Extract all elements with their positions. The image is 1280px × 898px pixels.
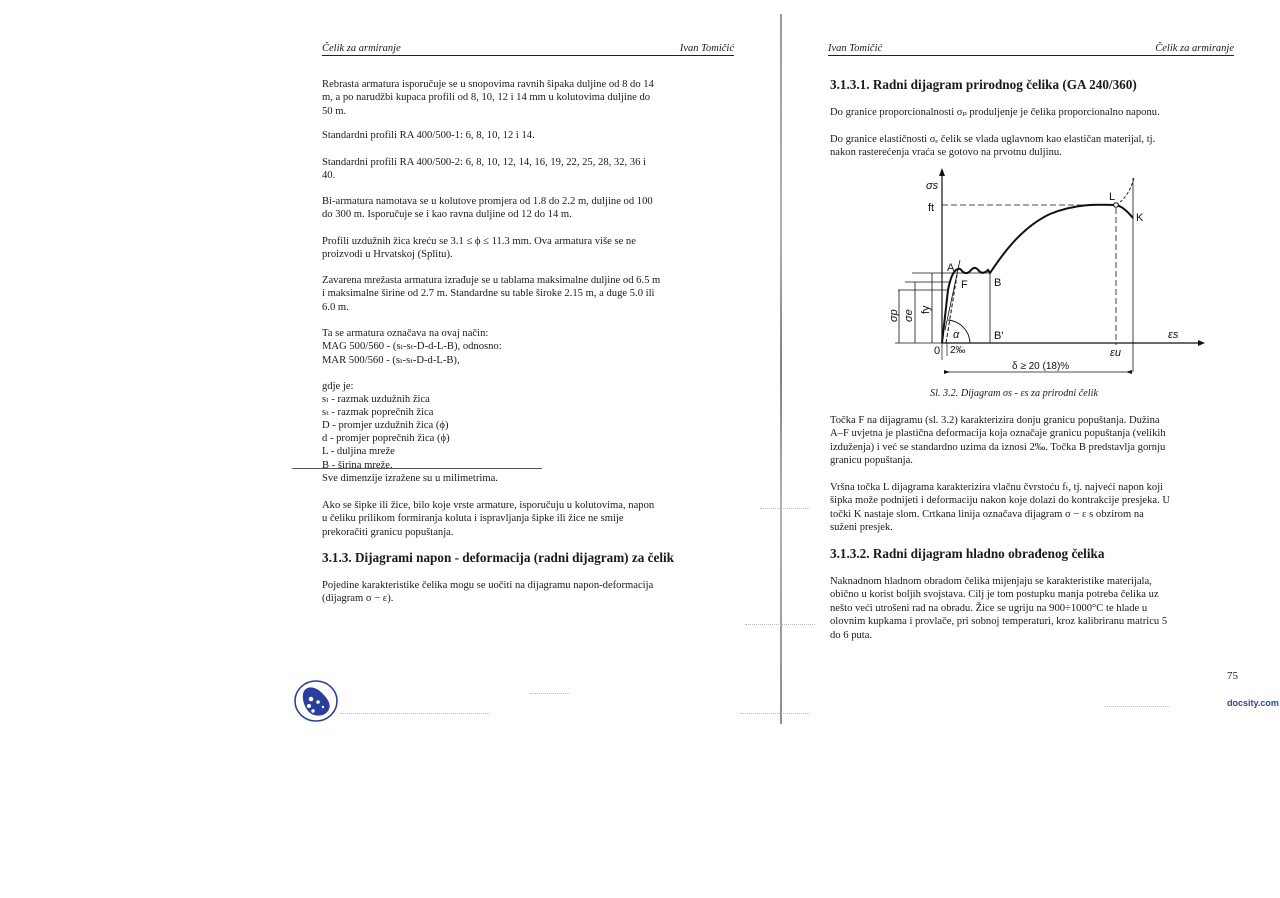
scan-noise <box>760 508 810 510</box>
header-book-title: Čelik za armiranje <box>322 43 401 54</box>
text-line: točki K nastaje slom. Crtkana linija označava dijagram σ − ε s obzirom na <box>830 508 1144 520</box>
label-ft: ft <box>928 202 935 214</box>
label-L: L <box>1109 191 1116 203</box>
label-sigma-p: σp <box>888 309 900 322</box>
text-line: do 6 puta. <box>830 629 873 641</box>
legend-intro: gdje je: <box>322 381 354 392</box>
text-line: do 300 m. Isporučuje se i kao ravna duljine od 12 do 14 m. <box>322 209 572 221</box>
label-eps-u: εu <box>1110 347 1121 359</box>
label-elongation: δ ≥ 20 (18)% <box>1012 361 1070 372</box>
text-line: Točka F na dijagramu (sl. 3.2) karakterizira donju granicu popuštanja. Dužina <box>830 415 1160 426</box>
scan-rule <box>292 468 542 469</box>
header-author: Ivan Tomičić <box>679 43 734 54</box>
text-line: Standardni profili RA 400/500-2: 6, 8, 10, 12, 14, 16, 19, 22, 25, 28, 32, 36 i <box>322 157 646 168</box>
scan-noise <box>745 624 815 626</box>
legend-note: Sve dimenzije izražene su u milimetrima. <box>322 472 498 484</box>
text-line: Do granice elastičnosti σₑ čelik se vlada uglavnom kao elastičan materijal, tj. <box>830 134 1156 145</box>
paragraph-ribbed-rebar <box>322 78 730 118</box>
section-heading-3-1-3-1: 3.1.3.1. Radni dijagram prirodnog čelika (GA 240/360) <box>830 77 1137 92</box>
legend-item: D - promjer uzdužnih žica (ϕ) <box>322 420 449 432</box>
text-line: u čeliku prilikom formiranja koluta i ispravljanja šipke ili žice ne smije <box>322 513 624 525</box>
header-author: Ivan Tomičić <box>828 43 883 54</box>
text-line: i maksimalne širine od 2.7 m. Standardne su table široke 2.15 m, a duge 5.0 ili <box>322 288 655 300</box>
text-line: MAR 500/560 - (sₗ-sₜ-D-d-L-B), <box>322 354 460 366</box>
paragraph-standard-profiles-2 <box>322 156 730 183</box>
legend-item: L - duljina mreže <box>322 446 395 458</box>
label-F: F <box>961 279 968 291</box>
text-line: Standardni profili RA 400/500-1: 6, 8, 10, 12 i 14. <box>322 130 535 141</box>
text-line: granicu popuštanja. <box>830 455 913 467</box>
paragraph-point-F <box>830 414 1234 468</box>
text-line: 40. <box>322 170 336 182</box>
symbol-legend <box>322 380 498 485</box>
label-sigma-e: σe <box>903 309 915 322</box>
paragraph-wire-profiles <box>322 235 730 262</box>
text-line: nakon rasterećenja vraća se gotovo na prvotnu duljinu. <box>830 147 1062 159</box>
text-line: olovnim kupkama i provlače, pri sobnoj temperaturi, kroz kalibriranu matricu 5 <box>830 616 1168 628</box>
text-line: Do granice proporcionalnosti σₚ produljenje je čelika proporcionalno naponu. <box>830 107 1160 118</box>
text-line: Zavarena mrežasta armatura izrađuje se u tablama maksimalne duljine od 6.5 m <box>322 275 661 286</box>
paragraph-standard-profiles-1 <box>322 129 730 142</box>
text-line: Profili uzdužnih žica kreću se 3.1 ≤ ϕ ≤ 11.3 mm. Ova armatura više se ne <box>322 236 636 247</box>
text-line: Rebrasta armatura isporučuje se u snopovima ravnih šipaka duljine od 8 do 14 <box>322 79 654 90</box>
label-two-permille: 2‰ <box>950 345 966 356</box>
header-book-title: Čelik za armiranje <box>1155 43 1234 54</box>
text-line: prekoračiti granicu popuštanja. <box>322 526 454 538</box>
scan-noise <box>1105 706 1170 708</box>
scan-noise <box>530 693 570 695</box>
docsity-watermark[interactable]: docsity.com <box>1227 698 1279 708</box>
text-line: m, a po narudžbi kupaca profili od 8, 10, 12 i 14 mm u kolutovima duljine do <box>322 92 651 104</box>
paragraph-elasticity <box>830 133 1234 160</box>
label-B: B <box>994 277 1002 289</box>
section-heading-3-1-3: 3.1.3. Dijagrami napon - deformacija (radni dijagram) za čelik <box>322 550 674 565</box>
paragraph-welded-mesh <box>322 274 730 314</box>
left-running-header <box>322 40 734 56</box>
label-K: K <box>1136 212 1144 224</box>
text-line: Bi-armatura namotava se u kolutove promjera od 1.8 do 2.2 m, duljine od 100 <box>322 196 653 207</box>
paragraph-designation <box>322 327 730 367</box>
label-origin: 0 <box>934 345 941 357</box>
paragraph-intro-diagram <box>322 579 730 606</box>
label-fy: fy <box>920 305 932 314</box>
figure-caption: Sl. 3.2. Dijagram σs - εs za prirodni čelik <box>930 388 1098 399</box>
text-line: šipka može podnijeti i deformaciju nakon koje dolazi do kontrakcije presjeka. U <box>830 495 1171 507</box>
text-line: MAG 500/560 - (sₗ-sₜ-D-d-L-B), odnosno: <box>322 341 502 353</box>
label-sigma-s: σs <box>926 180 939 192</box>
text-line: Naknadnom hladnom obradom čelika mijenjaju se karakteristike materijala, <box>830 576 1152 587</box>
paragraph-cold-worked <box>830 575 1234 642</box>
label-B-prime: B' <box>994 330 1004 342</box>
legend-item: sₗ - razmak uzdužnih žica <box>322 394 430 406</box>
text-line: Ako se šipke ili žice, bilo koje vrste armature, isporučuju u kolutovima, napon <box>322 500 655 511</box>
scan-noise <box>740 713 810 715</box>
book-spine <box>780 14 782 724</box>
text-line: (dijagram σ − ε). <box>322 593 394 605</box>
text-line: A–F uvjetna je plastična deformacija koja označaje granicu popuštanja (velikih <box>830 428 1166 440</box>
text-line: nešto veći utrošeni rad na obradu. Žice se ugriju na 900÷1000°C te hlade u <box>830 602 1148 614</box>
text-line: izduženja) i već se standardno uzima da iznosi 2‰. Točka B predstavlja gornju <box>830 441 1166 453</box>
section-heading-3-1-3-2: 3.1.3.2. Radni dijagram hladno obrađenog čelika <box>830 546 1105 561</box>
paragraph-proportionality <box>830 106 1234 119</box>
text-line: Vršna točka L dijagrama karakterizira vlačnu čvrstoću fₜ, tj. najveći napon koji <box>830 482 1164 493</box>
label-eps-s: εs <box>1168 329 1179 341</box>
text-line: suženi presjek. <box>830 522 893 534</box>
paragraph-point-L <box>830 481 1234 535</box>
right-running-header <box>828 40 1234 56</box>
text-line: 50 m. <box>322 105 347 117</box>
docsity-logo-icon <box>294 679 340 723</box>
paragraph-bi-armatura <box>322 195 730 222</box>
text-line: Ta se armatura označava na ovaj način: <box>322 328 489 339</box>
stress-strain-diagram <box>870 165 1210 405</box>
text-line: 6.0 m. <box>322 301 349 313</box>
text-line: proizvodi u Hrvatskoj (Splitu). <box>322 249 453 261</box>
text-line: Pojedine karakteristike čelika mogu se uočiti na dijagramu napon-deformacija <box>322 580 654 591</box>
label-alpha: α <box>953 329 960 341</box>
right-page-number: 75 <box>1227 670 1238 682</box>
legend-item: B - širina mreže. <box>322 459 393 471</box>
legend-item: sₜ - razmak poprečnih žica <box>322 407 434 419</box>
scan-noise <box>340 713 490 715</box>
paragraph-coils <box>322 499 730 539</box>
label-A: A <box>947 262 955 274</box>
legend-item: d - promjer poprečnih žica (ϕ) <box>322 433 450 445</box>
text-line: obično u korist boljih svojstava. Cilj je tom postupku manja potreba čelika uz <box>830 589 1159 601</box>
